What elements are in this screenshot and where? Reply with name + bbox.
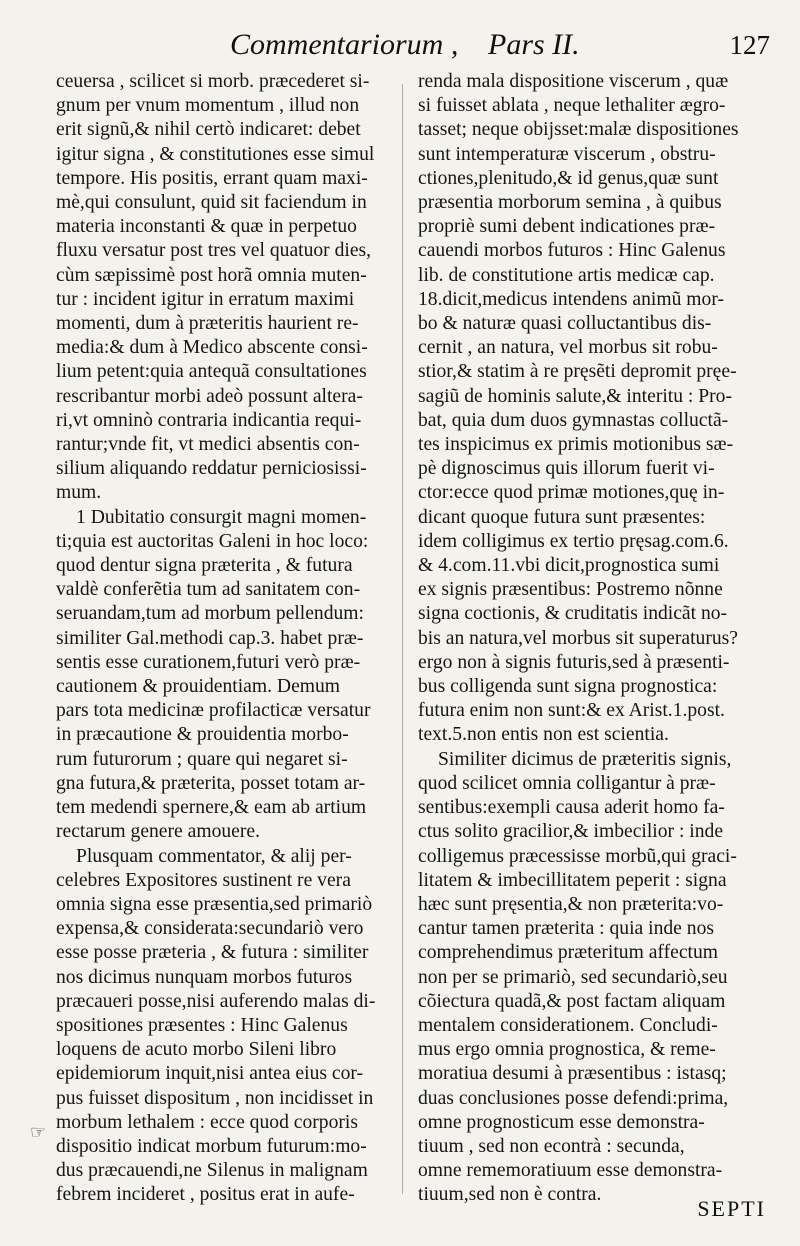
text-line: mum. (56, 482, 102, 504)
text-line: dicant quoque futura sunt præsentes: (418, 506, 706, 528)
text-line: rum futurorum ; quare qui negaret si- (56, 748, 348, 770)
text-line: omnia signa esse præsentia,sed primariò (56, 893, 373, 915)
text-line: sunt intemperaturæ viscerum , obstru- (418, 143, 716, 165)
text-line: tes inspicimus ex primis motionibus sæ- (418, 434, 734, 456)
text-line: ri,vt omninò contraria indicantia requi- (56, 409, 362, 431)
text-line: ceuersa , scilicet si morb. præcederet si- (56, 71, 370, 92)
text-line: rantur;vnde fit, vt medici absentis con- (56, 434, 360, 456)
text-line: & 4.com.11.vbi dicit,prognostica sumi (418, 555, 720, 577)
text-line: mus ergo omnia prognostica, & reme- (418, 1039, 716, 1061)
text-line: cernit , an natura, vel morbus sit robu- (418, 337, 718, 359)
text-line: cùm sæpissimè post horã omnia muten- (56, 264, 367, 286)
text-line: gnum per vnum momentum , illud non (56, 95, 360, 117)
text-line: in præcautione & prouidentia morbo- (56, 724, 349, 746)
text-line: cantur tamen præterita : quia inde nos (418, 918, 714, 940)
text-line: tur : incident igitur in erratum maximi (56, 288, 355, 310)
text-line: ergo non à signis futuris,sed à præsenti- (418, 651, 730, 673)
text-line: colligemus præcessisse morbũ,qui graci- (418, 845, 737, 867)
text-line: dispositio indicat morbum futurum:mo- (56, 1135, 367, 1157)
text-line: momenti, dum à præteritis haurient re- (56, 313, 359, 335)
text-line: tiuum , sed non econtrà : secunda, (418, 1135, 685, 1157)
catchword: SEPTI (697, 1196, 766, 1221)
page-number: 127 (729, 30, 770, 60)
pointing-hand-icon: ☞ (30, 1122, 47, 1143)
running-title: Commentariorum , (230, 28, 459, 61)
text-line: bus colligenda sunt signa prognostica: (418, 676, 718, 698)
text-line: lium petent:quia antequã consultationes (56, 361, 367, 383)
text-line: expensa,& considerata:secundariò vero (56, 918, 364, 940)
text-line: tempore. His positis, errant quam maxi- (56, 167, 368, 189)
text-line: pars tota medicinæ profilacticæ versatur (56, 700, 371, 722)
text-line: cõiectura quadã,& post factam aliquam (418, 990, 726, 1012)
text-line: pè dignoscimus quis illorum fuerit vi- (418, 458, 715, 480)
text-line: media:& dum à Medico abscente consi- (56, 337, 368, 359)
text-line: erit signũ,& nihil certò indicaret: debet (56, 119, 361, 141)
text-line: ex signis præsentibus: Postremo nõnne (418, 579, 723, 601)
text-line: bo & naturæ quasi colluctantibus dis- (418, 313, 712, 335)
text-line: sagiũ de hominis salute,& interitu : Pro- (418, 385, 733, 407)
text-line: præcaueri posse,nisi auferendo malas di- (56, 990, 376, 1012)
text-line: valdè conferẽtia tum ad sanitatem con- (56, 579, 361, 601)
text-line: epidemiorum inquit,nisi antea eius cor- (56, 1063, 364, 1085)
text-line: sentibus:exempli causa aderit homo fa- (418, 797, 725, 819)
text-line: igitur signa , & constitutiones esse simul (56, 143, 375, 165)
text-line: tem medendi spernere,& eam ab artium (56, 797, 367, 819)
text-line: cauendi morbos futuros : Hinc Galenus (418, 240, 726, 262)
text-line: præsentia morborum semina , à quibus (418, 192, 722, 214)
text-line: ctiones,plenitudo,& id genus,quæ sunt (418, 167, 719, 189)
text-line: Plusquam commentator, & alij per- (76, 845, 352, 867)
text-line: quod dentur signa præterita , & futura (56, 555, 353, 577)
text-line: 18.dicit,medicus intendens animũ mor- (418, 288, 724, 310)
text-line: febrem incideret , positus erat in aufe- (56, 1184, 355, 1206)
text-line: esse posse præteria , & futura : similiter (56, 942, 369, 964)
text-line: cautionem & prouidentiam. Demum (56, 676, 341, 698)
text-line: gna futura,& præterita, posset totam ar- (56, 772, 366, 794)
column-divider (402, 84, 403, 1194)
text-line: renda mala dispositione viscerum , quæ (418, 71, 729, 92)
text-line: fluxu versatur post tres vel quatuor dies, (56, 240, 372, 262)
text-line: mentalem considerationem. Concludi- (418, 1014, 718, 1036)
page-header (230, 22, 770, 68)
text-line: comprehendimus præteritum affectum (418, 942, 718, 964)
text-line: non per se primariò, sed secundariò,seu (418, 966, 728, 988)
text-line: ctus solito gracilior,& imbecilior : inde (418, 821, 724, 843)
right-column (418, 70, 770, 1208)
text-line: 1 Dubitatio consurgit magni momen- (76, 506, 367, 528)
text-line: pus fuisset dispositum , non incidisset in (56, 1087, 374, 1109)
text-line: nos dicimus nunquam morbos futuros (56, 966, 353, 988)
text-line: idem colligimus ex tertio pręsag.com.6. (418, 530, 729, 552)
text-line: morbum lethalem : ecce quod corporis (56, 1111, 358, 1133)
text-line: rectarum genere amouere. (56, 821, 260, 843)
text-line: quod scilicet omnia colligantur à præ- (418, 772, 716, 794)
text-line: ti;quia est auctoritas Galeni in hoc loco: (56, 530, 369, 552)
text-line: duas conclusiones posse defendi:prima, (418, 1087, 729, 1109)
text-line: seruandam,tum ad morbum pellendum: (56, 603, 364, 625)
text-line: signa coctionis, & cruditatis indicãt no- (418, 603, 728, 625)
text-line: materia inconstanti & quæ in perpetuo (56, 216, 357, 238)
text-line: mè,qui consulunt, quid sit faciendum in (56, 192, 367, 214)
text-line: Similiter dicimus de præteritis signis, (438, 748, 732, 770)
text-line: similiter Gal.methodi cap.3. habet præ- (56, 627, 364, 649)
text-line: moratiua desumi à præsentibus : istasq; (418, 1063, 727, 1085)
text-line: futura enim non sunt:& ex Arist.1.post. (418, 700, 725, 722)
text-line: tasset; neque obijsset:malæ dispositiones (418, 119, 739, 141)
text-line: stior,& statim à re pręsẽti depromit pręe- (418, 361, 737, 383)
text-line: ctor:ecce quod primæ motiones,quę in- (418, 482, 725, 504)
text-line: bis an natura,vel morbus sit superaturus? (418, 627, 738, 649)
text-line: loquens de acuto morbo Sileni libro (56, 1039, 337, 1061)
text-line: dus præcauendi,ne Silenus in malignam (56, 1160, 368, 1182)
text-line: silium aliquando reddatur perniciosissi- (56, 458, 367, 480)
text-line: spositiones præsentes : Hinc Galenus (56, 1014, 348, 1036)
text-line: lib. de constitutione artis medicæ cap. (418, 264, 715, 286)
text-line: sentis esse curationem,futuri verò præ- (56, 651, 361, 673)
text-line: propriè sumi debent indicationes præ- (418, 216, 716, 238)
left-column (56, 70, 392, 1208)
part-label: Pars II. (488, 28, 580, 61)
text-line: text.5.non entis non est scientia. (418, 724, 669, 746)
text-line: celebres Expositores sustinent re vera (56, 869, 351, 891)
text-line: litatem & imbecillitatem peperit : signa (418, 869, 727, 891)
text-line: hæc sunt pręsentia,& non præterita:vo- (418, 893, 724, 915)
text-line: rescribantur morbi adeò possunt altera- (56, 385, 363, 407)
text-line: omne rememoratiuum esse demonstra- (418, 1160, 723, 1182)
text-line: si fuisset ablata , neque lethaliter ægro- (418, 95, 726, 117)
text-line: omne prognosticum esse demonstra- (418, 1111, 705, 1133)
text-line: tiuum,sed non è contra. (418, 1184, 602, 1206)
text-line: bat, quia dum duos gymnastas colluctã- (418, 409, 729, 431)
